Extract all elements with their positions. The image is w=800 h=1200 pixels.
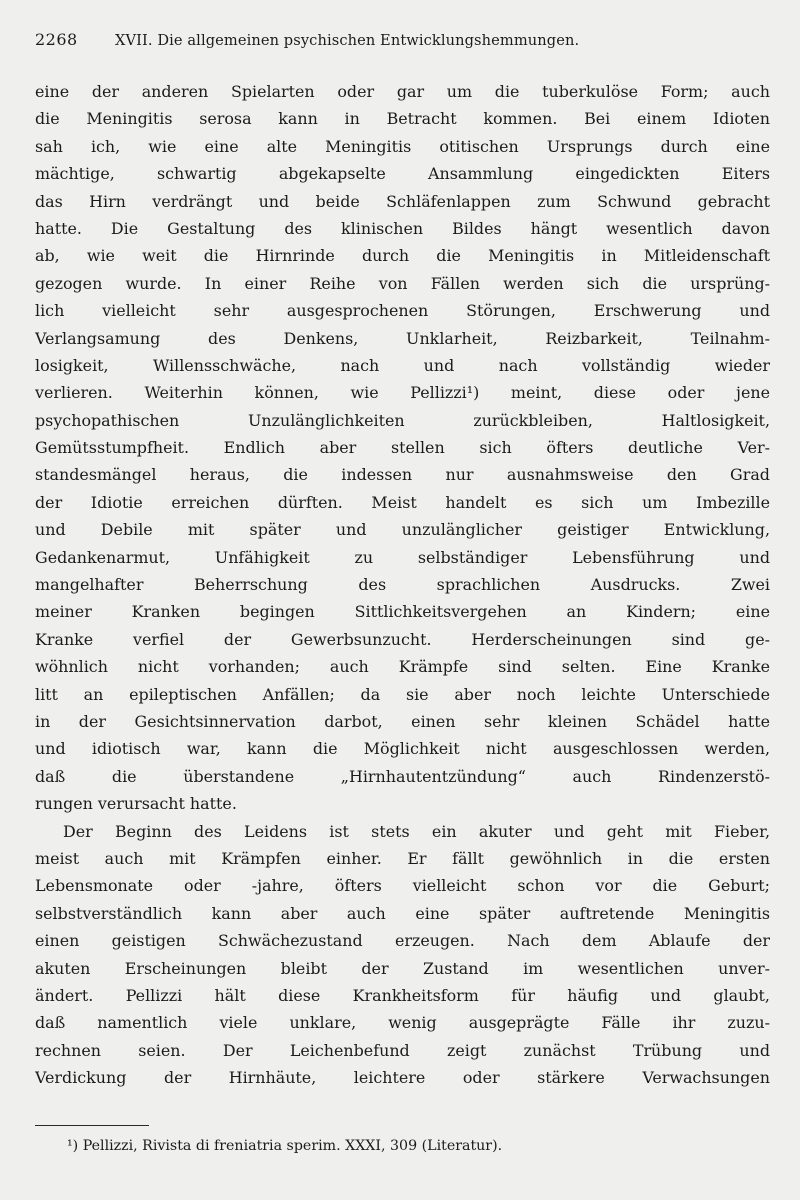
footnote: ¹) Pellizzi, Rivista di freniatria sperim. XXXI, 309 (Literatur). — [67, 1138, 503, 1154]
text-line: meiner Kranken begingen Sittlichkeitsvergehen an Kindern; eine — [35, 602, 770, 622]
text-line: akuten Erscheinungen bleibt der Zustand im wesentlichen unver- — [35, 958, 770, 978]
text-line: eine der anderen Spielarten oder gar um die tuberkulöse Form; auch — [35, 82, 770, 101]
text-line: Der Beginn des Leidens ist stets ein akuter und geht mit Fieber, — [63, 821, 770, 841]
text-line: die Meningitis serosa kann in Betracht kommen. Bei einem Idioten — [35, 109, 770, 129]
text-line: ändert. Pellizzi hält diese Krankheitsform für häufig und glaubt, — [35, 985, 770, 1005]
text-line: und idiotisch war, kann die Möglichkeit nicht ausgeschlossen werden, — [35, 739, 770, 759]
chapter-title: XVII. Die allgemeinen psychischen Entwicklungshemmungen. — [115, 32, 580, 49]
text-line: Gedankenarmut, Unfähigkeit zu selbständiger Lebensführung und — [35, 547, 770, 567]
text-line: losigkeit, Willensschwäche, nach und nach vollständig wieder — [35, 355, 770, 375]
text-line: in der Gesichtsinnervation darbot, einen sehr kleinen Schädel hatte — [35, 711, 770, 731]
text-line: gezogen wurde. In einer Reihe von Fällen werden sich die ursprüng- — [35, 273, 770, 293]
text-line: das Hirn verdrängt und beide Schläfenlappen zum Schwund gebracht — [35, 191, 770, 211]
text-line: rungen verursacht hatte. — [35, 794, 237, 814]
text-line: Lebensmonate oder -jahre, öfters vielleicht schon vor die Geburt; — [35, 876, 770, 896]
text-line: psychopathischen Unzulänglichkeiten zurückbleiben, Haltlosigkeit, — [35, 410, 770, 430]
text-line: mächtige, schwartig abgekapselte Ansammlung eingedickten Eiters — [35, 164, 770, 184]
text-line: rechnen seien. Der Leichenbefund zeigt zunächst Trübung und — [35, 1040, 770, 1060]
text-line: daß die überstandene „Hirnhautentzündung“ auch Rindenzerstö- — [35, 766, 770, 786]
text-line: litt an epileptischen Anfällen; da sie aber noch leichte Unterschiede — [35, 684, 770, 704]
text-line: sah ich, wie eine alte Meningitis otitischen Ursprungs durch eine — [35, 136, 770, 156]
text-line: standesmängel heraus, die indessen nur ausnahmsweise den Grad — [35, 465, 770, 485]
text-line: Verdickung der Hirnhäute, leichtere oder stärkere Verwachsungen — [35, 1068, 770, 1088]
page-number: 2268 — [35, 30, 78, 49]
running-head — [35, 30, 770, 51]
text-line: meist auch mit Krämpfen einher. Er fällt gewöhnlich in die ersten — [35, 848, 770, 868]
footnote-divider — [35, 1125, 149, 1126]
body-text — [35, 78, 770, 1091]
text-line: Verlangsamung des Denkens, Unklarheit, Reizbarkeit, Teilnahm- — [35, 328, 770, 348]
text-line: und Debile mit später und unzulänglicher geistiger Entwicklung, — [35, 520, 770, 540]
text-line: hatte. Die Gestaltung des klinischen Bildes hängt wesentlich davon — [35, 218, 770, 238]
text-line: der Idiotie erreichen dürften. Meist handelt es sich um Imbezille — [35, 492, 770, 512]
text-line: daß namentlich viele unklare, wenig ausgeprägte Fälle ihr zuzu- — [35, 1013, 770, 1033]
text-line: mangelhafter Beherrschung des sprachlichen Ausdrucks. Zwei — [35, 575, 770, 595]
text-line: Kranke verfiel der Gewerbsunzucht. Herderscheinungen sind ge- — [35, 629, 770, 649]
text-line: lich vielleicht sehr ausgesprochenen Störungen, Erschwerung und — [35, 301, 770, 321]
text-line: Gemütsstumpfheit. Endlich aber stellen sich öfters deutliche Ver- — [35, 438, 770, 458]
text-line: selbstverständlich kann aber auch eine später auftretende Meningitis — [35, 903, 770, 923]
text-line: wöhnlich nicht vorhanden; auch Krämpfe sind selten. Eine Kranke — [35, 657, 770, 677]
text-line: verlieren. Weiterhin können, wie Pellizzi¹) meint, diese oder jene — [35, 383, 770, 403]
text-line: ab, wie weit die Hirnrinde durch die Meningitis in Mitleidenschaft — [35, 246, 770, 266]
text-line: einen geistigen Schwächezustand erzeugen. Nach dem Ablaufe der — [35, 931, 770, 951]
